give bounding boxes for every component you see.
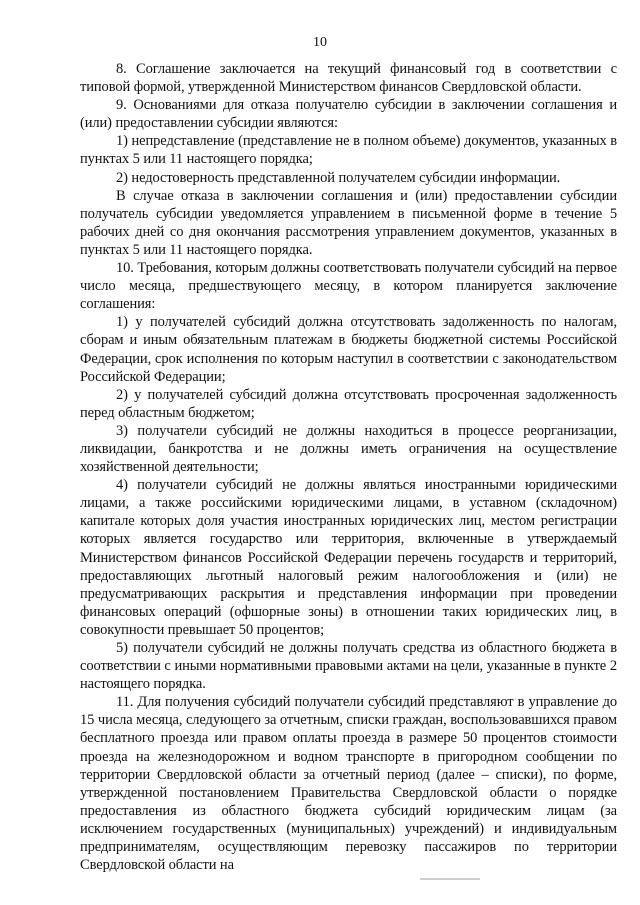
paragraph-9-item-1: 1) непредставление (представление не в полном объеме) документов, указанных в пунктах 5 или 11 настоящего порядка; bbox=[80, 133, 617, 168]
scan-artifact-line bbox=[420, 878, 480, 880]
paragraph-8: 8. Соглашение заключается на текущий финансовый год в соответствии с типовой формой, утвержденной Министерством финансов Свердловской области. bbox=[80, 61, 617, 96]
paragraph-10-item-1: 1) у получателей субсидий должна отсутствовать задолженность по налогам, сборам и иным обязательным платежам в бюджеты бюджетной системы Российской Федерации, срок исполнения по которым наступил в соответствии с законодательством Российской Федерации; bbox=[80, 314, 617, 385]
paragraph-9-refusal: В случае отказа в заключении соглашения и (или) предоставлении субсидии получатель субсидии уведомляется управлением в письменной форме в течение 5 рабочих дней со дня окончания рассмотрения управлением документов, указанных в пунктах 5 или 11 настоящего порядка. bbox=[80, 187, 617, 258]
paragraph-10-item-4: 4) получатели субсидий не должны являться иностранными юридическими лицами, а также российскими юридическими лицами, в уставном (складочном) капитале которых доля участия иностранных юридических лиц, местом регистрации которых является государство или территория, включенные в утверждаемый Министерством финансов Российской Федерации перечень государств и территорий, предоставляющих льготный налоговый режим налогообложения и (или) не предусматривающих раскрытия и представления информации при проведении финансовых операций (офшорные зоны) в отношении таких юридических лиц, в совокупности превышает 50 процентов; bbox=[80, 477, 617, 638]
paragraph-10-item-3: 3) получатели субсидий не должны находиться в процессе реорганизации, ликвидации, банкротства и не должны иметь ограничения на осуществление хозяйственной деятельности; bbox=[80, 422, 617, 476]
paragraph-9-item-2: 2) недостоверность представленной получателем субсидии информации. bbox=[116, 169, 561, 186]
paragraph-10-item-2: 2) у получателей субсидий должна отсутствовать просроченная задолженность перед областным бюджетом; bbox=[80, 386, 617, 421]
paragraph-10: 10. Требования, которым должны соответствовать получатели субсидий на первое число месяца, предшествующего месяцу, в котором планируется заключение соглашения: bbox=[80, 260, 617, 313]
paragraph-11: 11. Для получения субсидий получатели субсидий представляют в управление до 15 числа месяца, следующего за отчетным, списки граждан, воспользовавшихся правом бесплатного проезда или правом оплаты проезда в размере 50 процентов стоимости проезда на железнодорожном и водном транспорте в пригородном сообщении по территории Свердловской области за отчетный период (далее – списки), по форме, утвержденной постановлением Правительства Свердловской области о порядке предоставления из областного бюджета субсидий юридическим лицам (за исключением государственных (муниципальных) учреждений) и индивидуальным предпринимателям, осуществляющим перевозку пассажиров по территории Свердловской области на bbox=[80, 694, 617, 874]
page-number: 10 bbox=[313, 35, 327, 50]
paragraph-9: 9. Основаниями для отказа получателю субсидии в заключении соглашения и (или) предоставлении субсидии являются: bbox=[80, 97, 617, 132]
paragraph-10-item-5: 5) получатели субсидий не должны получать средства из областного бюджета в соответствии с иными нормативными правовыми актами на цели, указанные в пункте 2 настоящего порядка. bbox=[80, 640, 617, 693]
document-body bbox=[80, 60, 617, 874]
